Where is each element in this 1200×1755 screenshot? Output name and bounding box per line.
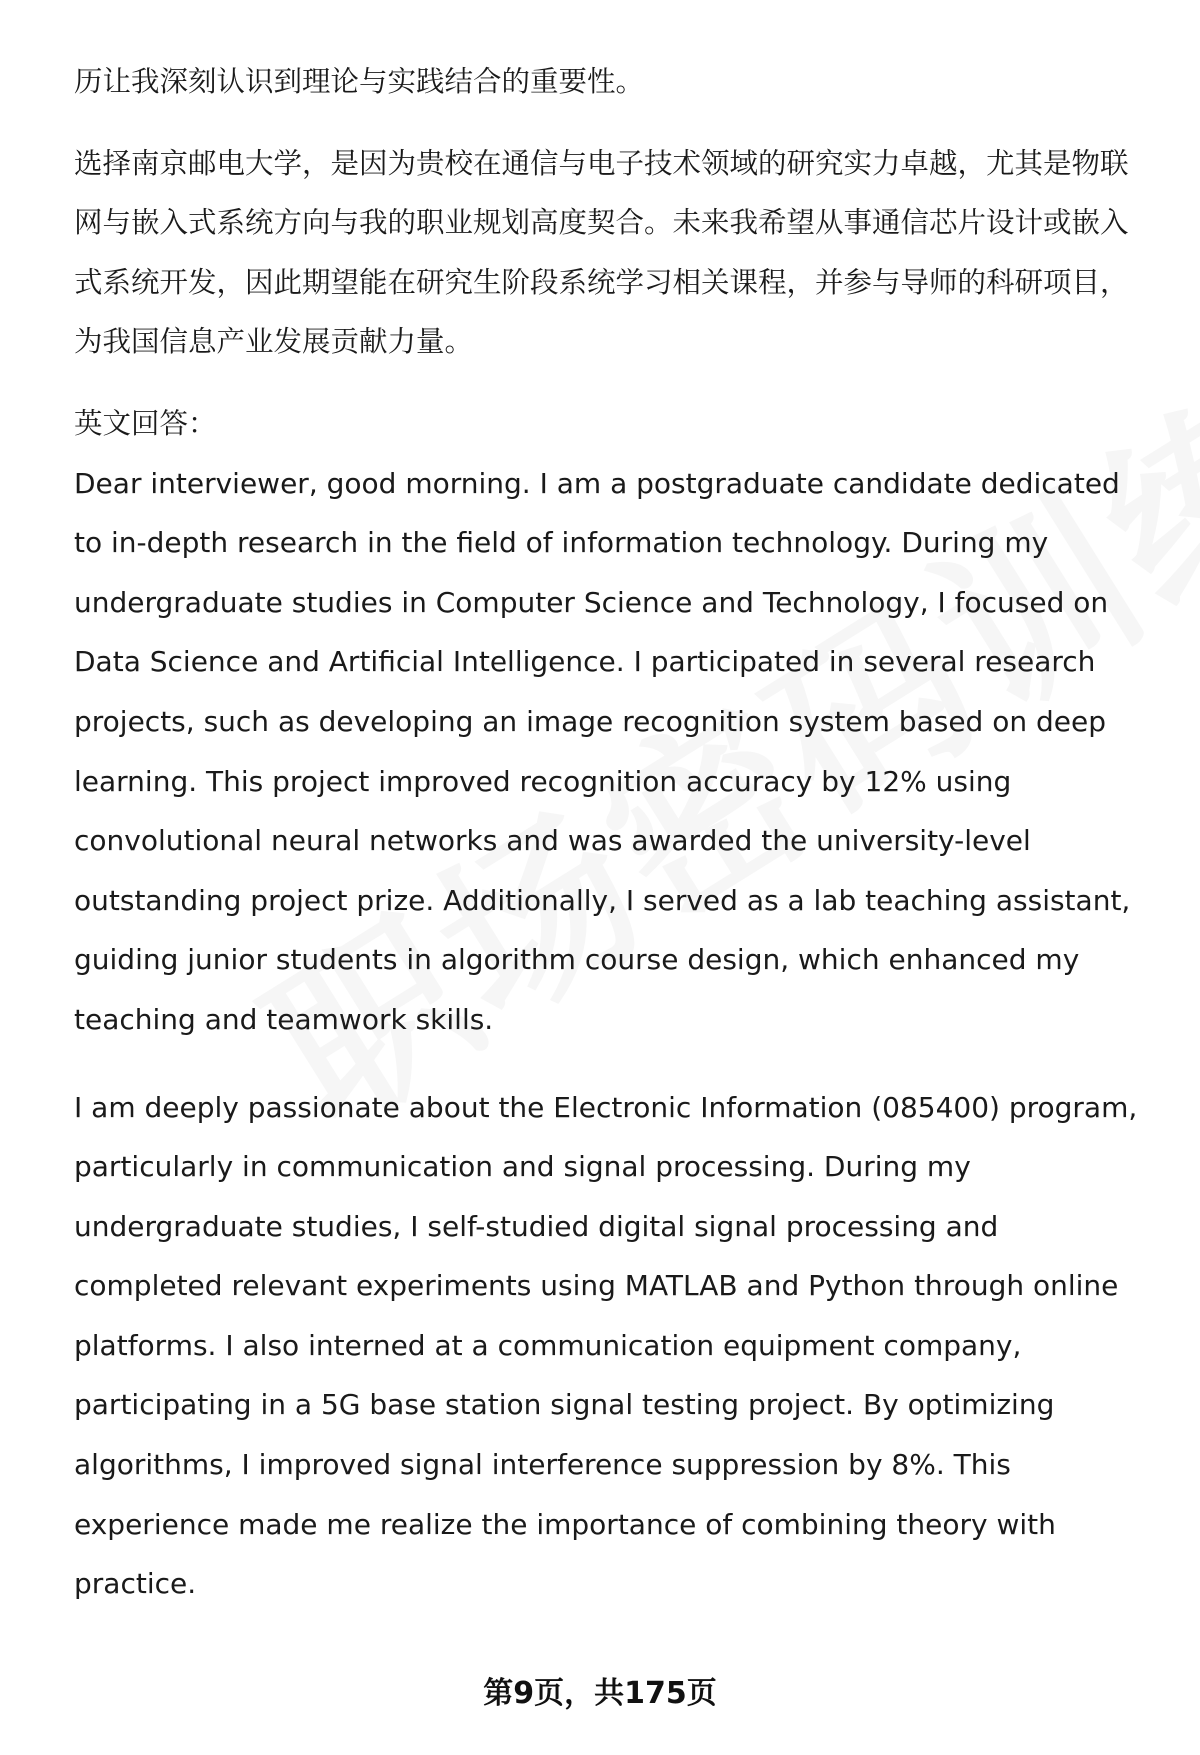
english-answer-heading: 英文回答： [74,406,217,440]
paragraph-english-1: Dear interviewer, good morning. I am a postgraduate candidate dedicated to in-depth research in the field of information technology. During my undergraduate studies in Computer Science and Technology, I focused on Data Science and Artificial Intelligence. I participated in several research projects, such as developing an image recognition system based on deep learning. This project improved recognition accuracy by 12% using convolutional neural networks and was awarded the university-level outstanding project prize. Additionally, I served as a lab teaching assistant, guiding junior students in algorithm course design, which enhanced my teaching and teamwork skills. [74,466,1131,1036]
paragraph-intro-ending: 历让我深刻认识到理论与实践结合的重要性。 [74,65,645,98]
document-body [74,52,1154,1614]
paragraph-why-school: 选择南京邮电大学，是因为贵校在通信与电子技术领域的研究实力卓越，尤其是物联网与嵌入式系统方向与我的职业规划高度契合。未来我希望从事通信芯片设计或嵌入式系统开发，因此期望能在研究生阶段系统学习相关课程，并参与导师的科研项目，为我国信息产业发展贡献力量。 [74,146,1129,359]
paragraph-english-2: I am deeply passionate about the Electronic Information (085400) program, particularly in communication and signal processing. During my undergraduate studies, I self-studied digital signal processing and completed relevant experiments using MATLAB and Python through online platforms. I also interned at a communication equipment company, participating in a 5G base station signal testing project. By optimizing algorithms, I improved signal interference suppression by 8%. This experience made me realize the importance of combining theory with practice. [74,1090,1138,1601]
page-number: 第9页，共175页 [483,1676,717,1711]
